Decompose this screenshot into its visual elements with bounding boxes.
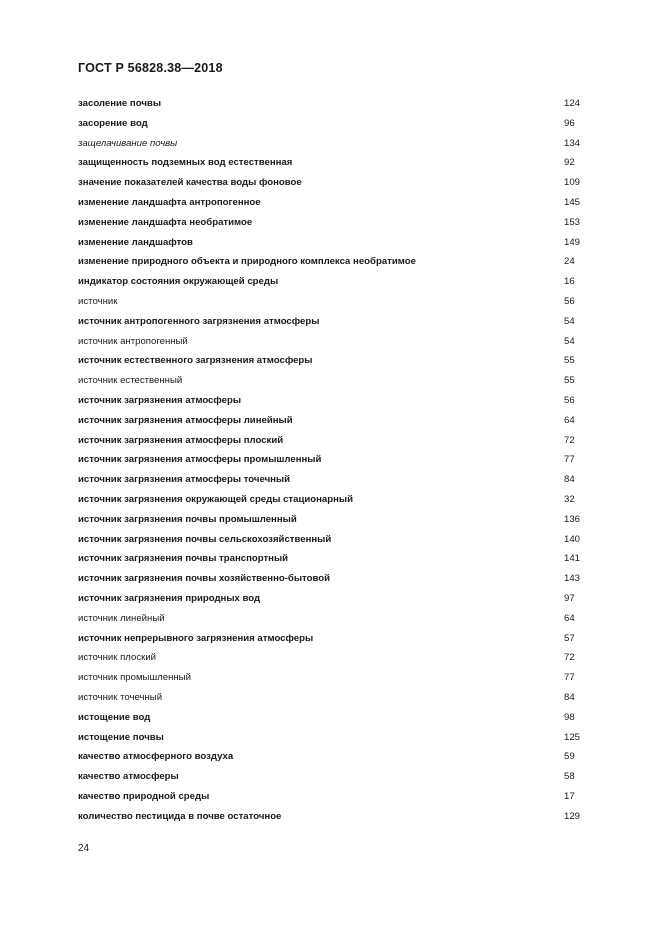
index-page-ref: 153 <box>564 216 581 228</box>
index-term: источник <box>78 295 118 307</box>
index-page-ref: 124 <box>564 98 581 109</box>
index-entry <box>78 97 581 117</box>
index-entry <box>78 671 581 691</box>
index-entry <box>78 493 581 513</box>
index-page-ref: 96 <box>564 117 575 129</box>
index-term: истощение вод <box>78 711 151 723</box>
index-term: изменение ландшафтов <box>78 236 193 248</box>
index-page-ref: 56 <box>564 394 575 406</box>
index-entry <box>78 137 581 157</box>
index-page-ref: 57 <box>564 632 575 644</box>
index-page-ref: 141 <box>564 553 581 565</box>
index-entry <box>78 770 581 790</box>
index-page-ref: 84 <box>564 474 575 486</box>
index-entry <box>78 572 581 592</box>
index-entry <box>78 354 581 374</box>
index-page-ref: 17 <box>564 790 575 802</box>
index-term: изменение природного объекта и природного комплекса необратимое <box>78 256 416 268</box>
index-entry <box>78 453 581 473</box>
index-page-ref: 145 <box>564 196 581 208</box>
index-entry <box>78 216 581 236</box>
index-entry <box>78 255 581 275</box>
index-term: источник загрязнения атмосферы плоский <box>78 434 284 446</box>
index-page-ref: 77 <box>564 454 575 466</box>
index-term: защищенность подземных вод естественная <box>78 157 293 169</box>
index-page-ref: 84 <box>564 691 575 703</box>
index-page-ref: 72 <box>564 434 575 446</box>
index-term: источник непрерывного загрязнения атмосферы <box>78 632 314 644</box>
index-term: источник загрязнения почвы сельскохозяйственный <box>78 533 332 545</box>
index-term: качество атмосферы <box>78 771 179 783</box>
index-page-ref: 109 <box>564 177 581 189</box>
index-term: источник загрязнения атмосферы точечный <box>78 474 291 486</box>
index-entry <box>78 552 581 572</box>
index-entry <box>78 533 581 553</box>
index-term: источник загрязнения почвы промышленный <box>78 513 297 525</box>
index-term: источник антропогенного загрязнения атмосферы <box>78 315 320 327</box>
index-page-ref: 97 <box>564 592 575 604</box>
index-page-ref: 125 <box>564 731 581 743</box>
index-term: источник линейный <box>78 612 165 624</box>
index-entry <box>78 592 581 612</box>
index-term: источник загрязнения почвы транспортный <box>78 553 289 565</box>
index-entry <box>78 790 581 810</box>
index-term: источник загрязнения атмосферы линейный <box>78 414 293 426</box>
index-entry <box>78 275 581 295</box>
index-term: индикатор состояния окружающей среды <box>78 276 279 288</box>
index-entry <box>78 711 581 731</box>
index-entry <box>78 374 581 394</box>
index-entry <box>78 731 581 751</box>
index-page-ref: 64 <box>564 612 575 624</box>
index-entry <box>78 236 581 256</box>
index-entry <box>78 394 581 414</box>
index-entry <box>78 156 581 176</box>
index-page-ref: 32 <box>564 493 575 505</box>
index-page-ref: 16 <box>564 276 575 288</box>
index-term: изменение ландшафта антропогенное <box>78 196 261 208</box>
index-page-ref: 98 <box>564 711 575 723</box>
index-page-ref: 56 <box>564 295 575 307</box>
index-term: количество пестицида в почве остаточное <box>78 810 282 822</box>
index-entry <box>78 295 581 315</box>
index-page-ref: 24 <box>564 256 575 268</box>
index-page-ref: 77 <box>564 672 575 684</box>
index-entry <box>78 632 581 652</box>
index-page-ref: 149 <box>564 236 581 248</box>
index-term: источник естественный <box>78 375 183 387</box>
index-term: источник естественного загрязнения атмосферы <box>78 355 313 367</box>
index-term: истощение почвы <box>78 731 164 743</box>
index-entry <box>78 176 581 196</box>
alphabetical-index <box>78 97 581 829</box>
index-entry <box>78 315 581 335</box>
index-page-ref: 54 <box>564 335 575 347</box>
document-header: ГОСТ Р 56828.38—2018 <box>78 61 223 75</box>
index-term: источник загрязнения атмосферы <box>78 394 242 406</box>
index-entry <box>78 473 581 493</box>
index-entry <box>78 810 581 830</box>
index-page-ref: 64 <box>564 414 575 426</box>
index-page-ref: 55 <box>564 375 575 387</box>
index-term: источник загрязнения природных вод <box>78 592 261 604</box>
index-entry <box>78 434 581 454</box>
index-term: источник загрязнения атмосферы промышленный <box>78 454 322 466</box>
index-entry <box>78 117 581 137</box>
index-term: источник антропогенный <box>78 335 188 347</box>
index-entry <box>78 750 581 770</box>
index-page-ref: 136 <box>564 513 581 525</box>
index-term: источник загрязнения почвы хозяйственно-бытовой <box>78 573 331 585</box>
index-term: качество природной среды <box>78 790 210 802</box>
index-entry <box>78 691 581 711</box>
index-term: засоление почвы <box>78 98 162 109</box>
index-term: изменение ландшафта необратимое <box>78 216 253 228</box>
index-term: защелачивание почвы <box>78 137 178 149</box>
index-entry <box>78 414 581 434</box>
index-term: качество атмосферного воздуха <box>78 751 234 763</box>
index-term: источник точечный <box>78 691 163 703</box>
index-entry <box>78 335 581 355</box>
index-entry <box>78 612 581 632</box>
page-number: 24 <box>78 843 90 854</box>
index-entry <box>78 196 581 216</box>
index-page-ref: 58 <box>564 771 575 783</box>
index-page-ref: 92 <box>564 157 575 169</box>
index-page-ref: 55 <box>564 355 575 367</box>
index-page-ref: 140 <box>564 533 581 545</box>
index-term: источник промышленный <box>78 672 191 684</box>
index-page-ref: 134 <box>564 137 581 149</box>
index-page-ref: 72 <box>564 652 575 664</box>
index-entry <box>78 513 581 533</box>
index-entry <box>78 651 581 671</box>
index-term: источник плоский <box>78 652 157 664</box>
index-term: засорение вод <box>78 117 148 129</box>
index-page-ref: 54 <box>564 315 575 327</box>
index-term: значение показателей качества воды фоновое <box>78 177 302 189</box>
index-term: источник загрязнения окружающей среды стационарный <box>78 493 353 505</box>
index-page-ref: 59 <box>564 751 575 763</box>
index-page-ref: 143 <box>564 573 581 585</box>
index-page-ref: 129 <box>564 810 581 822</box>
